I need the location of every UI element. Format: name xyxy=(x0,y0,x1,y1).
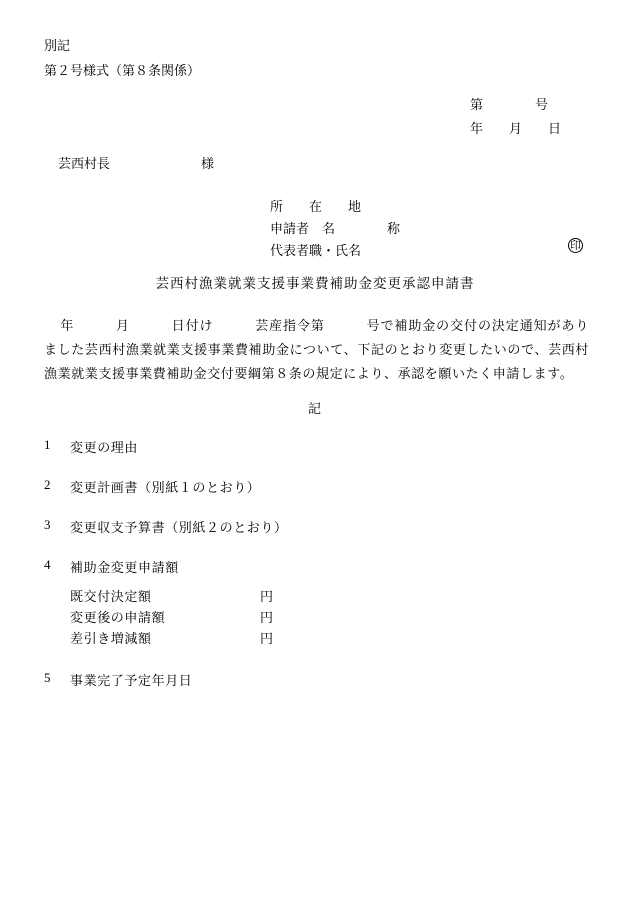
page-title: 芸西村漁業就業支援事業費補助金変更承認申請書 xyxy=(155,276,475,291)
amount-label: 変更後の申請額 xyxy=(70,610,166,625)
body-paragraph xyxy=(44,314,589,386)
document-number-line: 第 号 xyxy=(470,97,549,112)
amount-label: 差引き増減額 xyxy=(70,631,152,646)
applicant-block xyxy=(270,196,400,262)
applicant-representative-line: 代表者職・氏名 xyxy=(270,243,362,258)
amount-unit: 円 xyxy=(260,589,274,604)
applicant-address-line: 所 在 地 xyxy=(270,199,362,214)
item-number: 1 xyxy=(44,437,52,452)
item-number: 3 xyxy=(44,517,52,532)
item-text: 補助金変更申請額 xyxy=(70,560,179,575)
amount-label: 既交付決定額 xyxy=(70,589,152,604)
table-row xyxy=(70,607,589,628)
item-number: 4 xyxy=(44,557,52,572)
item-number: 5 xyxy=(44,670,52,685)
addressee-line: 芸西村長 様 xyxy=(58,156,215,171)
items-list xyxy=(44,437,589,710)
list-item xyxy=(44,477,589,496)
ki-marker: 記 xyxy=(307,401,322,416)
amount-table xyxy=(44,586,589,649)
amount-unit: 円 xyxy=(260,631,274,646)
item-text: 変更計画書（別紙１のとおり） xyxy=(70,480,261,495)
list-item xyxy=(44,437,589,456)
document-number-block xyxy=(470,93,561,141)
form-header xyxy=(44,33,200,83)
applicant-name-line: 申請者 名 称 xyxy=(270,221,401,236)
item-text: 事業完了予定年月日 xyxy=(70,673,193,688)
table-row xyxy=(70,628,589,649)
seal-icon: 印 xyxy=(570,240,581,252)
item-text: 変更収支予算書（別紙２のとおり） xyxy=(70,520,288,535)
form-header-line1: 別記 xyxy=(44,38,71,53)
body-paragraph-text: 年 月 日付け 芸産指令第 号で補助金の交付の決定通知がありました芸西村漁業就業支援事業費補助金について、下記のとおり変更したいので、芸西村漁業就業支援事業費補助金交付要綱第８条の規定により、承認を願いたく申請します。 xyxy=(44,318,589,381)
table-row xyxy=(70,586,589,607)
list-item xyxy=(44,557,589,576)
item-number: 2 xyxy=(44,477,52,492)
list-item xyxy=(44,517,589,536)
list-item xyxy=(44,670,589,689)
document-date-line: 年 月 日 xyxy=(470,121,562,136)
amount-unit: 円 xyxy=(260,610,274,625)
form-header-line2: 第２号様式（第８条関係） xyxy=(44,63,201,78)
item-text: 変更の理由 xyxy=(70,440,139,455)
